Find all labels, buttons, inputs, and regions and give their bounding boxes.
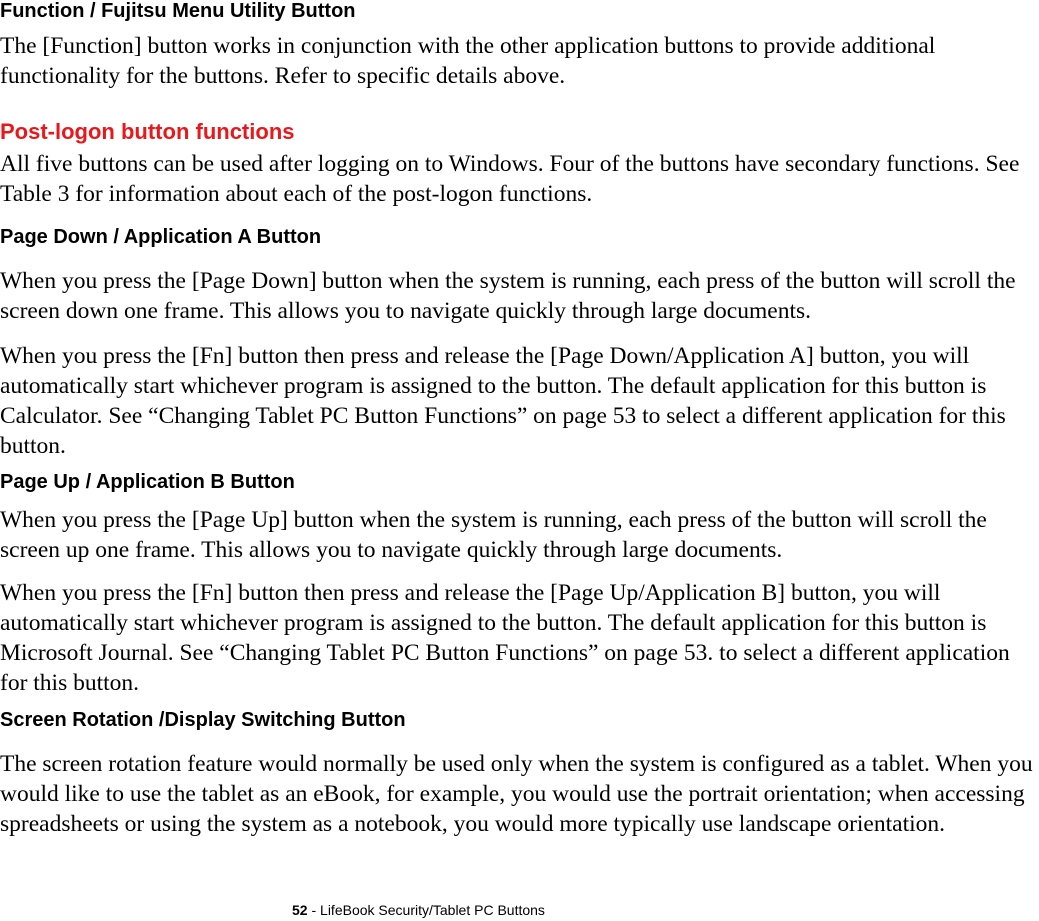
footer-page-number: 52 — [292, 902, 308, 918]
paragraph-block — [0, 341, 1036, 461]
paragraph-block — [0, 31, 1036, 91]
section-page-up — [0, 471, 295, 494]
heading-post-logon: Post-logon button functions — [0, 119, 295, 144]
paragraph-function-button: The [Function] button works in conjunction with the other application buttons to provide additional functionality for the buttons. Refer to specific details above. — [0, 33, 936, 89]
page-footer — [292, 902, 545, 918]
paragraph-page-down-2: When you press the [Fn] button then press and release the [Page Down/Application A] button, you will automatically start whichever program is assigned to the button. The default application for this button is Calculator. See “Changing Tablet PC Button Functions” on page 53 to select a different application for this button. — [0, 343, 1006, 459]
footer-title: LifeBook Security/Tablet PC Buttons — [320, 902, 545, 918]
heading-page-down: Page Down / Application A Button — [0, 226, 322, 248]
section-post-logon — [0, 119, 295, 145]
section-screen-rotation — [0, 709, 406, 732]
paragraph-block — [0, 505, 1036, 565]
paragraph-screen-rotation: The screen rotation feature would normally be used only when the system is configured as a tablet. When you would like to use the tablet as an eBook, for example, you would use the portrait orientation; when accessing spreadsheets or using the system as a notebook, you would more typically use landscape orientation. — [0, 751, 1033, 837]
paragraph-page-down-1: When you press the [Page Down] button when the system is running, each press of the button will scroll the screen down one frame. This allows you to navigate quickly through large documents. — [0, 268, 1016, 324]
paragraph-block — [0, 578, 1036, 698]
paragraph-page-up-2: When you press the [Fn] button then press and release the [Page Up/Application B] button, you will automatically start whichever program is assigned to the button. The default application for this button is Microsoft Journal. See “Changing Tablet PC Button Functions” on page 53. to select a different application for this button. — [0, 580, 1010, 696]
paragraph-block — [0, 749, 1036, 839]
footer-separator: - — [307, 902, 321, 918]
heading-screen-rotation: Screen Rotation /Display Switching Button — [0, 709, 406, 731]
paragraph-block — [0, 266, 1036, 326]
section-page-down — [0, 226, 321, 249]
paragraph-block — [0, 149, 1036, 209]
heading-function-button: Function / Fujitsu Menu Utility Button — [0, 0, 356, 22]
paragraph-post-logon: All five buttons can be used after logging on to Windows. Four of the buttons have secondary functions. See Table 3 for information about each of the post-logon functions. — [0, 151, 1020, 207]
paragraph-page-up-1: When you press the [Page Up] button when the system is running, each press of the button will scroll the screen up one frame. This allows you to navigate quickly through large documents. — [0, 507, 987, 563]
section-function-button — [0, 0, 356, 23]
heading-page-up: Page Up / Application B Button — [0, 471, 295, 493]
